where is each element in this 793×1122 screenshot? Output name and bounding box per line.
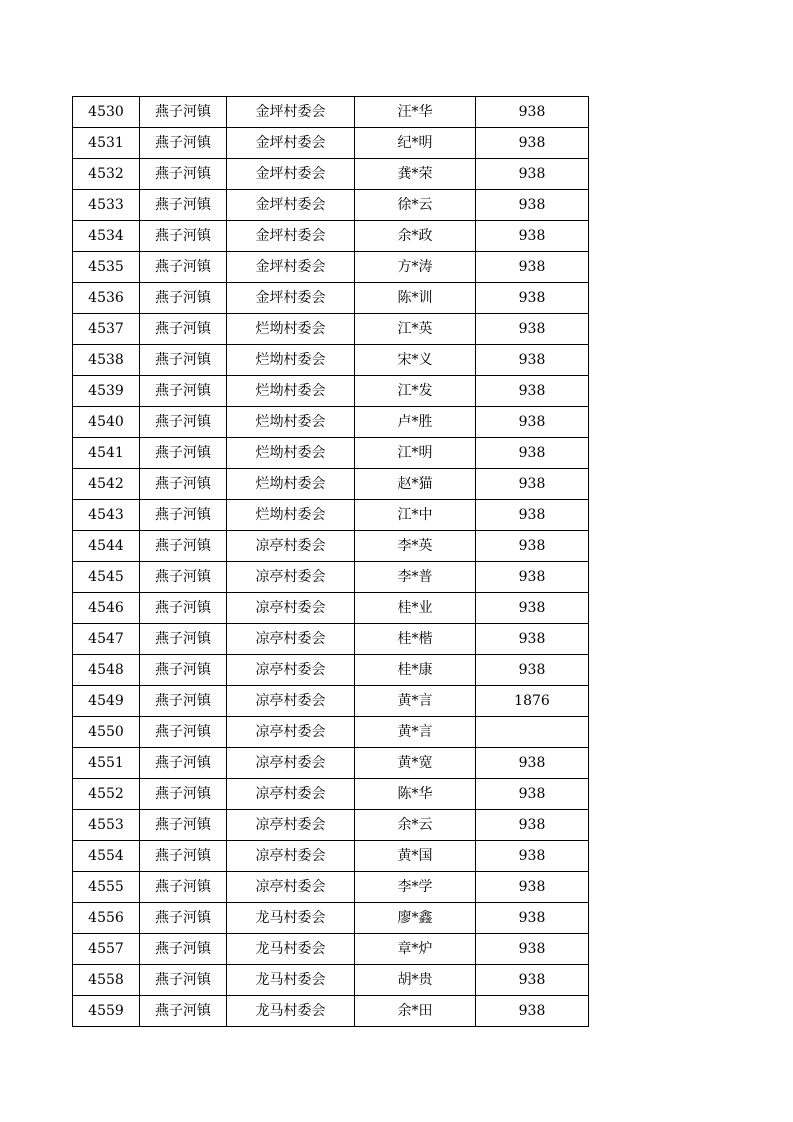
row-number-cell: 4547 xyxy=(73,624,140,655)
village-committee-cell: 凉亭村委会 xyxy=(227,717,355,748)
row-number-cell: 4543 xyxy=(73,500,140,531)
amount-cell: 938 xyxy=(476,314,589,345)
town-cell: 燕子河镇 xyxy=(140,252,227,283)
person-name-cell: 桂*康 xyxy=(355,655,476,686)
person-name-cell: 李*英 xyxy=(355,531,476,562)
row-number-cell: 4530 xyxy=(73,97,140,128)
amount-cell: 938 xyxy=(476,655,589,686)
town-cell: 燕子河镇 xyxy=(140,655,227,686)
amount-cell: 938 xyxy=(476,810,589,841)
village-committee-cell: 烂坳村委会 xyxy=(227,469,355,500)
amount-cell: 938 xyxy=(476,531,589,562)
person-name-cell: 赵*猫 xyxy=(355,469,476,500)
row-number-cell: 4556 xyxy=(73,903,140,934)
table-row xyxy=(73,376,589,407)
person-name-cell: 廖*鑫 xyxy=(355,903,476,934)
village-committee-cell: 烂坳村委会 xyxy=(227,407,355,438)
row-number-cell: 4555 xyxy=(73,872,140,903)
table-row xyxy=(73,562,589,593)
row-number-cell: 4537 xyxy=(73,314,140,345)
amount-cell: 938 xyxy=(476,779,589,810)
table-row xyxy=(73,252,589,283)
amount-cell: 938 xyxy=(476,934,589,965)
amount-cell: 938 xyxy=(476,593,589,624)
row-number-cell: 4536 xyxy=(73,283,140,314)
row-number-cell: 4532 xyxy=(73,159,140,190)
table-row xyxy=(73,810,589,841)
table-row xyxy=(73,469,589,500)
amount-cell xyxy=(476,717,589,748)
town-cell: 燕子河镇 xyxy=(140,438,227,469)
table-row xyxy=(73,97,589,128)
table-row xyxy=(73,903,589,934)
table-row xyxy=(73,221,589,252)
person-name-cell: 汪*华 xyxy=(355,97,476,128)
person-name-cell: 黄*宽 xyxy=(355,748,476,779)
town-cell: 燕子河镇 xyxy=(140,779,227,810)
records-table xyxy=(72,96,589,1027)
row-number-cell: 4544 xyxy=(73,531,140,562)
town-cell: 燕子河镇 xyxy=(140,221,227,252)
town-cell: 燕子河镇 xyxy=(140,872,227,903)
person-name-cell: 桂*楷 xyxy=(355,624,476,655)
town-cell: 燕子河镇 xyxy=(140,283,227,314)
amount-cell: 938 xyxy=(476,469,589,500)
table-row xyxy=(73,128,589,159)
town-cell: 燕子河镇 xyxy=(140,128,227,159)
town-cell: 燕子河镇 xyxy=(140,159,227,190)
village-committee-cell: 金坪村委会 xyxy=(227,252,355,283)
village-committee-cell: 金坪村委会 xyxy=(227,283,355,314)
table-row xyxy=(73,531,589,562)
table-row xyxy=(73,345,589,376)
row-number-cell: 4550 xyxy=(73,717,140,748)
village-committee-cell: 龙马村委会 xyxy=(227,903,355,934)
person-name-cell: 方*涛 xyxy=(355,252,476,283)
village-committee-cell: 金坪村委会 xyxy=(227,221,355,252)
row-number-cell: 4554 xyxy=(73,841,140,872)
village-committee-cell: 烂坳村委会 xyxy=(227,500,355,531)
amount-cell: 938 xyxy=(476,562,589,593)
row-number-cell: 4549 xyxy=(73,686,140,717)
town-cell: 燕子河镇 xyxy=(140,624,227,655)
table-row xyxy=(73,624,589,655)
amount-cell: 938 xyxy=(476,252,589,283)
town-cell: 燕子河镇 xyxy=(140,469,227,500)
person-name-cell: 卢*胜 xyxy=(355,407,476,438)
village-committee-cell: 凉亭村委会 xyxy=(227,655,355,686)
town-cell: 燕子河镇 xyxy=(140,965,227,996)
village-committee-cell: 金坪村委会 xyxy=(227,97,355,128)
person-name-cell: 黄*言 xyxy=(355,686,476,717)
amount-cell: 938 xyxy=(476,996,589,1027)
village-committee-cell: 金坪村委会 xyxy=(227,128,355,159)
records-body xyxy=(73,97,589,1027)
person-name-cell: 陈*训 xyxy=(355,283,476,314)
town-cell: 燕子河镇 xyxy=(140,748,227,779)
town-cell: 燕子河镇 xyxy=(140,934,227,965)
town-cell: 燕子河镇 xyxy=(140,190,227,221)
town-cell: 燕子河镇 xyxy=(140,500,227,531)
row-number-cell: 4558 xyxy=(73,965,140,996)
town-cell: 燕子河镇 xyxy=(140,903,227,934)
row-number-cell: 4540 xyxy=(73,407,140,438)
row-number-cell: 4546 xyxy=(73,593,140,624)
person-name-cell: 江*发 xyxy=(355,376,476,407)
village-committee-cell: 烂坳村委会 xyxy=(227,314,355,345)
town-cell: 燕子河镇 xyxy=(140,717,227,748)
amount-cell: 938 xyxy=(476,872,589,903)
person-name-cell: 徐*云 xyxy=(355,190,476,221)
village-committee-cell: 龙马村委会 xyxy=(227,996,355,1027)
village-committee-cell: 凉亭村委会 xyxy=(227,531,355,562)
town-cell: 燕子河镇 xyxy=(140,810,227,841)
town-cell: 燕子河镇 xyxy=(140,562,227,593)
row-number-cell: 4533 xyxy=(73,190,140,221)
village-committee-cell: 龙马村委会 xyxy=(227,965,355,996)
town-cell: 燕子河镇 xyxy=(140,593,227,624)
table-row xyxy=(73,841,589,872)
village-committee-cell: 烂坳村委会 xyxy=(227,438,355,469)
amount-cell: 938 xyxy=(476,624,589,655)
village-committee-cell: 金坪村委会 xyxy=(227,159,355,190)
person-name-cell: 江*明 xyxy=(355,438,476,469)
row-number-cell: 4551 xyxy=(73,748,140,779)
amount-cell: 938 xyxy=(476,438,589,469)
row-number-cell: 4553 xyxy=(73,810,140,841)
village-committee-cell: 凉亭村委会 xyxy=(227,686,355,717)
table-row xyxy=(73,500,589,531)
person-name-cell: 章*炉 xyxy=(355,934,476,965)
amount-cell: 938 xyxy=(476,841,589,872)
person-name-cell: 李*普 xyxy=(355,562,476,593)
person-name-cell: 余*政 xyxy=(355,221,476,252)
table-row xyxy=(73,965,589,996)
person-name-cell: 宋*义 xyxy=(355,345,476,376)
row-number-cell: 4538 xyxy=(73,345,140,376)
village-committee-cell: 烂坳村委会 xyxy=(227,376,355,407)
person-name-cell: 江*英 xyxy=(355,314,476,345)
row-number-cell: 4557 xyxy=(73,934,140,965)
amount-cell: 938 xyxy=(476,97,589,128)
row-number-cell: 4539 xyxy=(73,376,140,407)
person-name-cell: 余*田 xyxy=(355,996,476,1027)
village-committee-cell: 凉亭村委会 xyxy=(227,562,355,593)
person-name-cell: 江*中 xyxy=(355,500,476,531)
village-committee-cell: 凉亭村委会 xyxy=(227,872,355,903)
village-committee-cell: 烂坳村委会 xyxy=(227,345,355,376)
table-row xyxy=(73,190,589,221)
table-row xyxy=(73,593,589,624)
village-committee-cell: 凉亭村委会 xyxy=(227,810,355,841)
person-name-cell: 陈*华 xyxy=(355,779,476,810)
amount-cell: 938 xyxy=(476,500,589,531)
person-name-cell: 龚*荣 xyxy=(355,159,476,190)
table-row xyxy=(73,159,589,190)
town-cell: 燕子河镇 xyxy=(140,841,227,872)
row-number-cell: 4548 xyxy=(73,655,140,686)
town-cell: 燕子河镇 xyxy=(140,996,227,1027)
table-row xyxy=(73,314,589,345)
amount-cell: 938 xyxy=(476,221,589,252)
village-committee-cell: 凉亭村委会 xyxy=(227,593,355,624)
row-number-cell: 4531 xyxy=(73,128,140,159)
table-row xyxy=(73,686,589,717)
village-committee-cell: 龙马村委会 xyxy=(227,934,355,965)
village-committee-cell: 凉亭村委会 xyxy=(227,748,355,779)
table-row xyxy=(73,407,589,438)
table-row xyxy=(73,748,589,779)
village-committee-cell: 凉亭村委会 xyxy=(227,841,355,872)
person-name-cell: 桂*业 xyxy=(355,593,476,624)
town-cell: 燕子河镇 xyxy=(140,531,227,562)
row-number-cell: 4545 xyxy=(73,562,140,593)
person-name-cell: 余*云 xyxy=(355,810,476,841)
amount-cell: 938 xyxy=(476,748,589,779)
row-number-cell: 4552 xyxy=(73,779,140,810)
person-name-cell: 黄*言 xyxy=(355,717,476,748)
table-row xyxy=(73,283,589,314)
town-cell: 燕子河镇 xyxy=(140,345,227,376)
row-number-cell: 4542 xyxy=(73,469,140,500)
amount-cell: 938 xyxy=(476,159,589,190)
person-name-cell: 纪*明 xyxy=(355,128,476,159)
town-cell: 燕子河镇 xyxy=(140,376,227,407)
town-cell: 燕子河镇 xyxy=(140,686,227,717)
village-committee-cell: 金坪村委会 xyxy=(227,190,355,221)
amount-cell: 938 xyxy=(476,345,589,376)
table-row xyxy=(73,717,589,748)
table-row xyxy=(73,872,589,903)
amount-cell: 938 xyxy=(476,376,589,407)
row-number-cell: 4535 xyxy=(73,252,140,283)
row-number-cell: 4559 xyxy=(73,996,140,1027)
amount-cell: 1876 xyxy=(476,686,589,717)
amount-cell: 938 xyxy=(476,407,589,438)
amount-cell: 938 xyxy=(476,190,589,221)
town-cell: 燕子河镇 xyxy=(140,407,227,438)
person-name-cell: 李*学 xyxy=(355,872,476,903)
town-cell: 燕子河镇 xyxy=(140,97,227,128)
amount-cell: 938 xyxy=(476,965,589,996)
town-cell: 燕子河镇 xyxy=(140,314,227,345)
table-row xyxy=(73,779,589,810)
village-committee-cell: 凉亭村委会 xyxy=(227,624,355,655)
village-committee-cell: 凉亭村委会 xyxy=(227,779,355,810)
amount-cell: 938 xyxy=(476,128,589,159)
amount-cell: 938 xyxy=(476,903,589,934)
person-name-cell: 胡*贵 xyxy=(355,965,476,996)
person-name-cell: 黄*国 xyxy=(355,841,476,872)
amount-cell: 938 xyxy=(476,283,589,314)
row-number-cell: 4534 xyxy=(73,221,140,252)
row-number-cell: 4541 xyxy=(73,438,140,469)
table-row xyxy=(73,934,589,965)
table-row xyxy=(73,996,589,1027)
table-row xyxy=(73,655,589,686)
table-row xyxy=(73,438,589,469)
